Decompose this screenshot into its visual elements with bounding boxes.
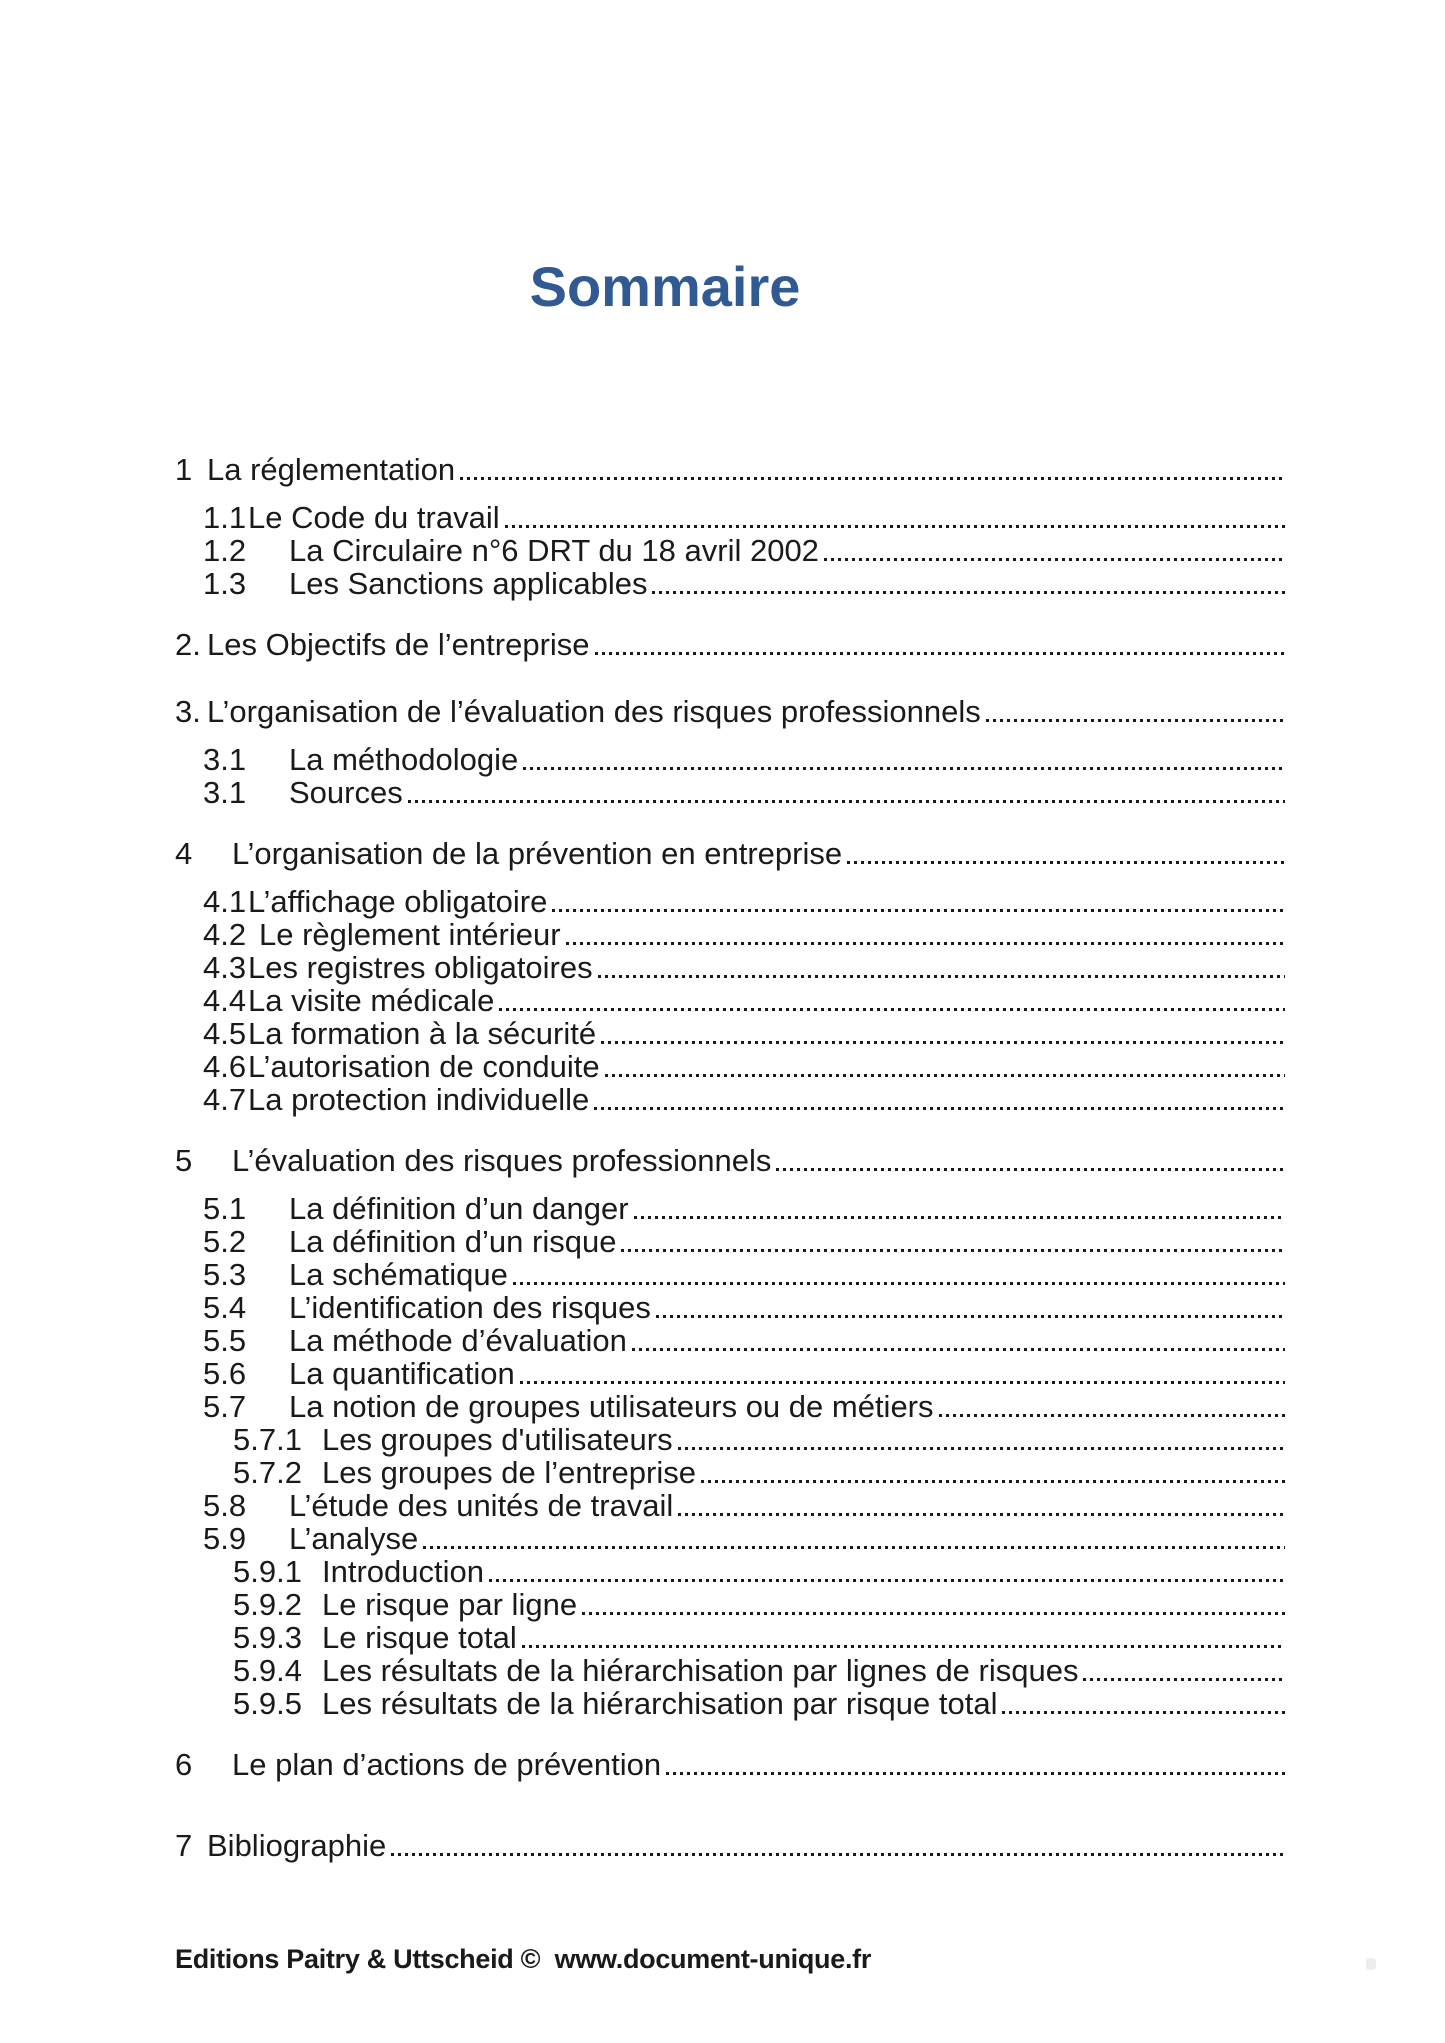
dotted-leader — [652, 591, 1285, 594]
toc-entry-number: 5.5 — [203, 1323, 247, 1358]
toc-entry-label: L’autorisation de conduite — [248, 1049, 600, 1084]
toc-entry — [0, 1050, 1445, 1083]
toc-entry — [0, 534, 1445, 567]
dotted-leader — [423, 1546, 1285, 1549]
toc-entry — [0, 885, 1445, 918]
toc-entry — [0, 1225, 1445, 1258]
toc-entry-label: La définition d’un risque — [289, 1224, 617, 1259]
dotted-leader — [513, 1282, 1285, 1285]
toc-entry — [0, 1144, 1445, 1177]
dotted-leader — [601, 1041, 1285, 1044]
toc-entry-label: L’étude des unités de travail — [289, 1488, 674, 1523]
toc-entry-number: 5.7.2 — [233, 1455, 302, 1490]
dotted-leader — [552, 909, 1285, 912]
toc-entry-label: Les résultats de la hiérarchisation par risque total — [322, 1686, 998, 1721]
dotted-leader — [634, 1216, 1285, 1219]
toc-entry-number: 4.7 — [203, 1082, 247, 1117]
toc-entry — [0, 1621, 1445, 1654]
toc-entry-number: 5 — [175, 1143, 193, 1178]
toc-entry-label: Le Code du travail — [248, 500, 500, 535]
toc-entry — [0, 1748, 1445, 1781]
dotted-leader — [595, 652, 1285, 655]
toc-entry-label: Les résultats de la hiérarchisation par lignes de risques — [322, 1653, 1079, 1688]
dotted-leader — [523, 767, 1285, 770]
toc-entry-label: Le plan d’actions de prévention — [232, 1747, 662, 1782]
toc-entry — [0, 1456, 1445, 1489]
toc-entry — [0, 1829, 1445, 1862]
scan-artifact — [1366, 1958, 1376, 1970]
toc-entry — [0, 1258, 1445, 1291]
toc-entry-label: La formation à la sécurité — [248, 1016, 597, 1051]
toc-entry-label: Introduction — [322, 1554, 484, 1589]
toc-entry-label: Le risque par ligne — [322, 1587, 578, 1622]
dotted-leader — [391, 1853, 1285, 1856]
dotted-leader — [460, 477, 1285, 480]
toc-entry — [0, 1083, 1445, 1116]
toc-entry-number: 4.1 — [203, 884, 247, 919]
toc-entry-label: L’évaluation des risques professionnels — [232, 1143, 772, 1178]
dotted-leader — [776, 1168, 1285, 1171]
toc-entry-label: La méthodologie — [289, 742, 519, 777]
toc-entry-label: La protection individuelle — [248, 1082, 590, 1117]
dotted-leader — [656, 1315, 1285, 1318]
dotted-leader — [505, 525, 1285, 528]
toc-entry-number: 5.8 — [203, 1488, 247, 1523]
toc-entry-number: 3.1 — [203, 775, 247, 810]
toc-entry-number: 5.7 — [203, 1389, 247, 1424]
dotted-leader — [847, 861, 1285, 864]
toc-entry-label: L’organisation de l’évaluation des risques professionnels — [207, 694, 981, 729]
toc-entry-label: L’analyse — [289, 1521, 419, 1556]
dotted-leader — [582, 1612, 1285, 1615]
toc-entry — [0, 837, 1445, 870]
dotted-leader — [666, 1772, 1285, 1775]
dotted-leader — [701, 1480, 1285, 1483]
toc-entry-number: 1 — [175, 452, 193, 487]
toc-entry-number: 5.9.3 — [233, 1620, 302, 1655]
dotted-leader — [632, 1348, 1285, 1351]
toc-entry-number: 4.3 — [203, 950, 247, 985]
toc-entry-number: 4.2 — [203, 917, 247, 952]
toc-entry-number: 5.3 — [203, 1257, 247, 1292]
toc-entry — [0, 1390, 1445, 1423]
toc-entry-number: 5.2 — [203, 1224, 247, 1259]
toc-entry-label: La méthode d’évaluation — [289, 1323, 627, 1358]
toc-entry-number: 1.3 — [203, 566, 247, 601]
dotted-leader — [621, 1249, 1285, 1252]
toc-entry-number: 5.4 — [203, 1290, 247, 1325]
toc-entry — [0, 1291, 1445, 1324]
toc-entry — [0, 453, 1445, 486]
toc-entry-number: 1.2 — [203, 533, 247, 568]
toc-entry — [0, 1017, 1445, 1050]
toc-entry — [0, 1555, 1445, 1588]
table-of-contents — [0, 453, 1445, 1862]
toc-entry-label: La réglementation — [207, 452, 456, 487]
toc-entry-number: 3.1 — [203, 742, 247, 777]
toc-entry-label: Sources — [289, 775, 403, 810]
dotted-leader — [986, 719, 1285, 722]
toc-entry-label: L’organisation de la prévention en entreprise — [232, 836, 843, 871]
toc-entry-number: 5.9.2 — [233, 1587, 302, 1622]
toc-entry — [0, 695, 1445, 728]
toc-entry-number: 1.1 — [203, 500, 247, 535]
toc-entry-number: 4.5 — [203, 1016, 247, 1051]
toc-entry-label: Le risque total — [322, 1620, 517, 1655]
page-title: Sommaire — [529, 255, 801, 318]
toc-entry-number: 4.6 — [203, 1049, 247, 1084]
toc-entry-label: Les Objectifs de l’entreprise — [207, 627, 590, 662]
toc-entry-number: 5.6 — [203, 1356, 247, 1391]
dotted-leader — [678, 1447, 1285, 1450]
dotted-leader — [566, 942, 1285, 945]
toc-entry-label: La définition d’un danger — [289, 1191, 629, 1226]
dotted-leader — [605, 1074, 1285, 1077]
toc-entry-number: 4 — [175, 836, 193, 871]
dotted-leader — [1083, 1678, 1285, 1681]
dotted-leader — [489, 1579, 1285, 1582]
dotted-leader — [824, 558, 1285, 561]
toc-entry-number: 5.1 — [203, 1191, 247, 1226]
toc-entry — [0, 501, 1445, 534]
toc-entry-label: La visite médicale — [248, 983, 495, 1018]
toc-entry-number: 5.9 — [203, 1521, 247, 1556]
toc-entry-label: Les groupes de l’entreprise — [322, 1455, 696, 1490]
toc-entry-number: 4.4 — [203, 983, 247, 1018]
dotted-leader — [598, 975, 1285, 978]
toc-entry — [0, 984, 1445, 1017]
toc-entry-label: Bibliographie — [207, 1828, 387, 1863]
toc-entry-label: La schématique — [289, 1257, 508, 1292]
toc-entry — [0, 1588, 1445, 1621]
toc-entry — [0, 1522, 1445, 1555]
toc-entry-number: 5.9.5 — [233, 1686, 302, 1721]
toc-entry-number: 7 — [175, 1828, 193, 1863]
dotted-leader — [522, 1645, 1285, 1648]
toc-entry — [0, 628, 1445, 661]
toc-entry — [0, 743, 1445, 776]
toc-entry — [0, 1489, 1445, 1522]
toc-entry — [0, 918, 1445, 951]
toc-entry-number: 6 — [175, 1747, 193, 1782]
toc-entry-label: La quantification — [289, 1356, 515, 1391]
toc-entry — [0, 1654, 1445, 1687]
toc-entry-label: Les groupes d'utilisateurs — [322, 1422, 673, 1457]
toc-entry — [0, 776, 1445, 809]
toc-entry — [0, 567, 1445, 600]
toc-entry-label: L’affichage obligatoire — [248, 884, 548, 919]
toc-entry-label: Les registres obligatoires — [248, 950, 593, 985]
toc-entry-label: L’identification des risques — [289, 1290, 651, 1325]
toc-entry — [0, 1357, 1445, 1390]
toc-entry-number: 3. — [175, 694, 201, 729]
toc-entry-label: La Circulaire n°6 DRT du 18 avril 2002 — [289, 533, 819, 568]
toc-entry — [0, 1687, 1445, 1720]
toc-entry — [0, 1192, 1445, 1225]
dotted-leader — [939, 1414, 1285, 1417]
dotted-leader — [520, 1381, 1285, 1384]
dotted-leader — [499, 1008, 1285, 1011]
toc-entry — [0, 1324, 1445, 1357]
toc-entry-number: 5.7.1 — [233, 1422, 302, 1457]
toc-entry-number: 5.9.4 — [233, 1653, 302, 1688]
toc-entry-label: Le règlement intérieur — [259, 917, 561, 952]
toc-entry-label: Les Sanctions applicables — [289, 566, 648, 601]
toc-entry-number: 5.9.1 — [233, 1554, 302, 1589]
toc-entry-label: La notion de groupes utilisateurs ou de métiers — [289, 1389, 934, 1424]
toc-entry — [0, 951, 1445, 984]
dotted-leader — [678, 1513, 1285, 1516]
dotted-leader — [594, 1107, 1285, 1110]
toc-entry — [0, 1423, 1445, 1456]
page-footer: Editions Paitry & Uttscheid © www.document-unique.fr — [175, 1944, 872, 1974]
toc-entry-number: 2. — [175, 627, 201, 662]
dotted-leader — [1002, 1711, 1285, 1714]
dotted-leader — [408, 800, 1285, 803]
